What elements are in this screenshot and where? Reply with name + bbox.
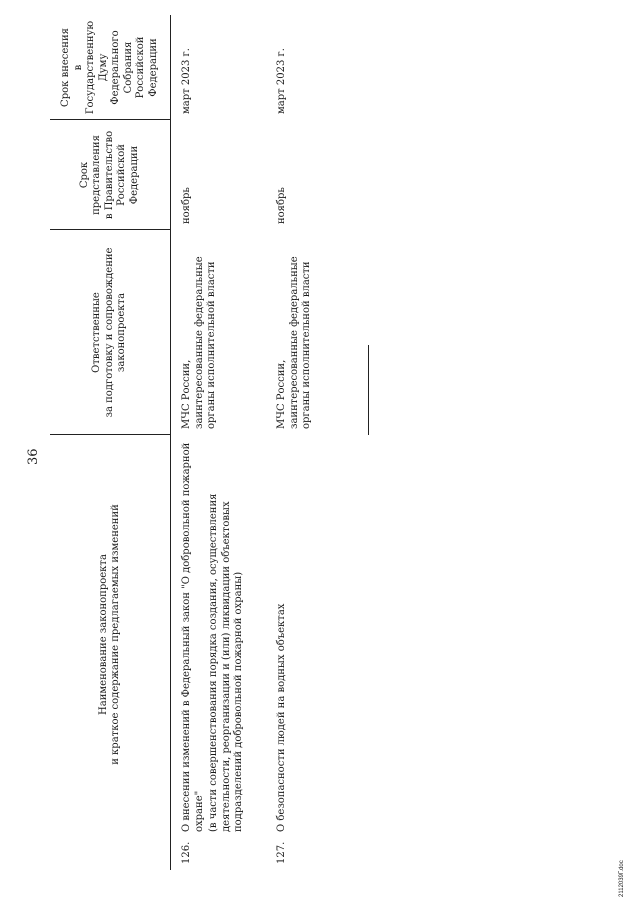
row-duma-deadline: март 2023 г. [181,48,192,114]
row-duma-deadline: март 2023 г. [276,48,287,114]
row-gov-deadline: ноябрь [181,187,192,224]
column-divider [50,119,170,120]
row-title: О внесении изменений в Федеральный закон "О добровольной пожарной охране" [181,442,205,832]
row-description: (в части совершенствования порядка создания, осуществления деятельности, реорганизации и (или) ликвидации объектовых подразделений добровольной пожарной охраны) [208,493,244,832]
row-number: 126. [181,841,192,864]
page-number: 36 [26,448,41,465]
table-header-row [50,15,171,870]
row-name-cell [171,435,266,870]
end-divider-line [368,345,369,435]
row-title: О безопасности людей на водных объектах [276,603,287,832]
row-number: 127. [276,841,287,864]
legislation-table [50,15,361,870]
column-divider [50,434,170,435]
row-responsible: МЧС России, заинтересованные федеральные органы исполнительной власти [276,256,312,429]
row-name-cell [266,435,361,870]
row-responsible: МЧС России, заинтересованные федеральные органы исполнительной власти [181,256,217,429]
file-code: 2112039Г.doc [619,860,625,897]
table-row [171,15,266,870]
header-duma-deadline: Срок внесения в Государственную Думу Федерального Собрания Российской Федерации [60,20,159,115]
row-gov-deadline: ноябрь [276,187,287,224]
header-gov-deadline: Срок представления в Правительство Российской Федерации [78,130,140,220]
header-name: Наименование законопроекта и краткое содержание предлагаемых изменений [97,504,121,765]
table-row [266,15,361,870]
header-responsible: Ответственные за подготовку и сопровождение законопроекта [91,247,128,418]
column-divider [50,229,170,230]
